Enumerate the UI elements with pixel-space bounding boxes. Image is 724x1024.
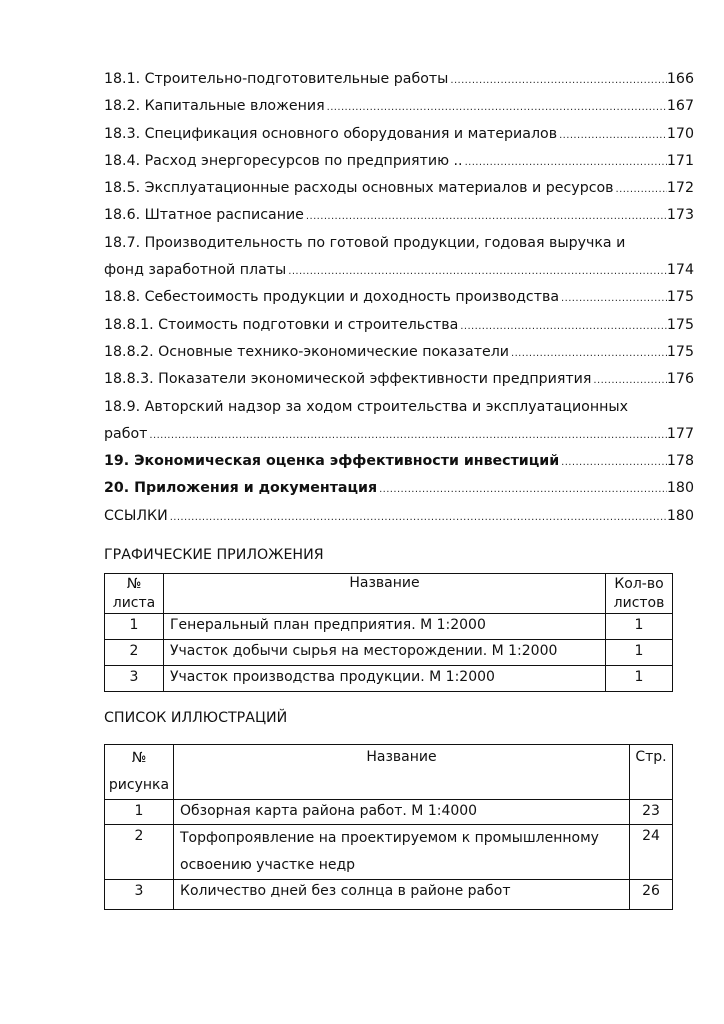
toc-page: 174 <box>666 262 694 279</box>
col-header-number: № рисунка <box>105 745 174 800</box>
col-header-count: Кол-во листов <box>606 574 673 614</box>
toc-title: 18.8. Себестоимость продукции и доходность производства <box>104 289 560 306</box>
toc-entry[interactable] <box>104 475 694 502</box>
toc-entry[interactable] <box>104 257 694 284</box>
cell-page: 24 <box>630 825 673 880</box>
cell-name: Участок производства продукции. М 1:2000 <box>164 666 606 692</box>
table-row <box>105 640 673 666</box>
cell-name: Торфопроявление на проектируемом к промышленному освоению участке недр <box>174 825 630 880</box>
cell-name: Количество дней без солнца в районе работ <box>174 880 630 910</box>
toc-entry[interactable] <box>104 148 694 175</box>
col-header-number: № листа <box>105 574 164 614</box>
col-header-name: Название <box>164 574 606 614</box>
toc-entry[interactable] <box>104 503 694 530</box>
cell-name: Участок добычи сырья на месторождении. М 1:2000 <box>164 640 606 666</box>
toc-page: 176 <box>666 371 694 388</box>
toc-page: 180 <box>666 507 694 524</box>
toc-page: 178 <box>666 453 694 470</box>
cell-name: Обзорная карта района работ. М 1:4000 <box>174 800 630 825</box>
toc-title: 19. Экономическая оценка эффективности инвестиций <box>104 453 560 470</box>
toc-title: 18.8.2. Основные технико-экономические показатели <box>104 343 509 360</box>
toc-entry[interactable] <box>104 339 694 366</box>
toc-page: 177 <box>666 425 694 442</box>
table-row <box>105 880 673 910</box>
toc-title: 18.7. Производительность по готовой продукции, годовая выручка и <box>104 234 626 251</box>
toc-entry[interactable] <box>104 202 694 229</box>
illustrations-heading: СПИСОК ИЛЛЮСТРАЦИЙ <box>104 710 288 726</box>
cell-number: 1 <box>105 614 164 640</box>
table-header <box>105 745 673 800</box>
cell-count: 1 <box>606 640 673 666</box>
table-of-contents <box>104 66 694 530</box>
toc-page: 170 <box>666 125 694 142</box>
toc-title: ССЫЛКИ <box>104 507 168 524</box>
toc-page: 175 <box>666 289 694 306</box>
toc-entry[interactable] <box>104 284 694 311</box>
toc-title: 18.1. Строительно-подготовительные работы <box>104 71 449 87</box>
cell-count: 1 <box>606 614 673 640</box>
table-row <box>105 666 673 692</box>
graphic-appendices-heading: ГРАФИЧЕСКИЕ ПРИЛОЖЕНИЯ <box>104 547 324 563</box>
toc-page: 175 <box>666 316 694 333</box>
toc-title: 18.2. Капитальные вложения <box>104 98 325 115</box>
toc-title: 18.8.1. Стоимость подготовки и строительства <box>104 316 459 333</box>
toc-entry[interactable] <box>104 312 694 339</box>
table-header <box>105 574 673 614</box>
cell-number: 1 <box>105 800 174 825</box>
toc-entry[interactable] <box>104 448 694 475</box>
toc-page: 166 <box>666 71 694 87</box>
cell-page: 23 <box>630 800 673 825</box>
toc-page: 173 <box>666 207 694 224</box>
toc-entry[interactable] <box>104 421 694 448</box>
toc-title: 18.6. Штатное расписание <box>104 207 304 224</box>
cell-page: 26 <box>630 880 673 910</box>
toc-entry[interactable] <box>104 366 694 393</box>
toc-title: 18.9. Авторский надзор за ходом строительства и эксплуатационных <box>104 398 629 415</box>
col-header-page: Стр. <box>630 745 673 800</box>
toc-entry[interactable] <box>104 394 694 421</box>
toc-title: 20. Приложения и документация <box>104 480 378 497</box>
toc-entry[interactable] <box>104 66 694 93</box>
cell-number: 2 <box>105 640 164 666</box>
cell-number: 2 <box>105 825 174 880</box>
toc-title: работ <box>104 425 148 442</box>
cell-count: 1 <box>606 666 673 692</box>
cell-name: Генеральный план предприятия. М 1:2000 <box>164 614 606 640</box>
toc-title: фонд заработной платы <box>104 262 287 279</box>
cell-number: 3 <box>105 880 174 910</box>
toc-page: 180 <box>666 480 694 497</box>
table-row <box>105 825 673 880</box>
toc-entry[interactable] <box>104 93 694 120</box>
illustrations-table <box>104 744 673 910</box>
toc-page: 167 <box>666 98 694 115</box>
table-row <box>105 800 673 825</box>
graphic-appendices-table <box>104 573 673 692</box>
toc-entry[interactable] <box>104 175 694 202</box>
table-row <box>105 614 673 640</box>
toc-title: 18.4. Расход энергоресурсов по предприятию .. <box>104 152 463 169</box>
toc-entry[interactable] <box>104 121 694 148</box>
toc-page: 171 <box>666 152 694 169</box>
toc-page: 172 <box>666 180 694 197</box>
toc-title: 18.5. Эксплуатационные расходы основных материалов и ресурсов <box>104 180 614 197</box>
toc-title: 18.8.3. Показатели экономической эффективности предприятия <box>104 371 592 388</box>
toc-page: 175 <box>666 343 694 360</box>
toc-title: 18.3. Спецификация основного оборудования и материалов <box>104 125 558 142</box>
cell-number: 3 <box>105 666 164 692</box>
col-header-name: Название <box>174 745 630 800</box>
toc-entry[interactable] <box>104 230 694 257</box>
